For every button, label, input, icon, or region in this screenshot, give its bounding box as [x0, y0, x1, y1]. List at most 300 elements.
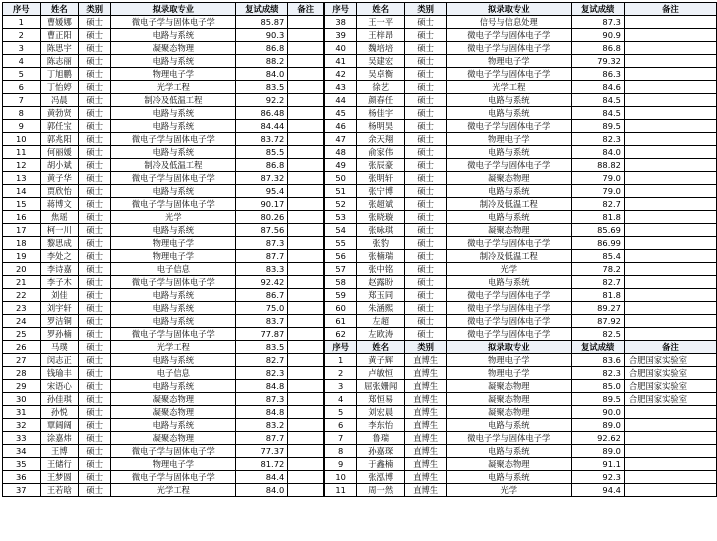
cell-score: 81.8	[571, 211, 624, 224]
cell-seq: 6	[3, 81, 41, 94]
cell-major: 电路与系统	[447, 211, 571, 224]
cell-note	[288, 445, 324, 458]
cell-category: 硕士	[79, 55, 111, 68]
table-row	[325, 133, 717, 146]
cell-note	[624, 263, 716, 276]
cell-name: 刘宇轩	[40, 302, 78, 315]
cell-seq: 4	[325, 393, 357, 406]
table-row	[325, 172, 717, 185]
cell-major: 电路与系统	[111, 380, 236, 393]
cell-category: 直博生	[405, 458, 447, 471]
cell-note	[624, 419, 716, 432]
cell-major: 电路与系统	[447, 419, 571, 432]
cell-seq: 28	[3, 367, 41, 380]
cell-score: 89.5	[571, 393, 624, 406]
table-row	[325, 29, 717, 42]
cell-note: 合肥国家实验室	[624, 380, 716, 393]
cell-note	[624, 471, 716, 484]
cell-major: 电路与系统	[111, 107, 236, 120]
cell-category: 硕士	[79, 224, 111, 237]
cell-major: 光学	[447, 263, 571, 276]
table-row	[3, 42, 324, 55]
cell-major: 光学	[111, 211, 236, 224]
cell-name: 黎思成	[40, 237, 78, 250]
cell-seq: 17	[3, 224, 41, 237]
cell-note	[288, 81, 324, 94]
cell-category: 硕士	[405, 237, 447, 250]
cell-seq: 48	[325, 146, 357, 159]
cell-score: 88.82	[571, 159, 624, 172]
cell-major: 凝聚态物理	[111, 432, 236, 445]
cell-seq: 43	[325, 81, 357, 94]
cell-name: 覃阔阔	[40, 419, 78, 432]
cell-score: 84.4	[236, 471, 288, 484]
cell-major: 制冷及低温工程	[111, 94, 236, 107]
cell-name: 张宁博	[357, 185, 405, 198]
cell-note	[288, 107, 324, 120]
cell-score: 83.5	[236, 81, 288, 94]
cell-major: 微电子学与固体电子学	[447, 120, 571, 133]
cell-category: 硕士	[405, 68, 447, 81]
cell-note: 合肥国家实验室	[624, 367, 716, 380]
cell-score: 92.42	[236, 276, 288, 289]
cell-name: 闵志正	[40, 354, 78, 367]
cell-score: 82.7	[236, 354, 288, 367]
cell-score: 85.5	[236, 146, 288, 159]
cell-name: 贾欣怡	[40, 185, 78, 198]
cell-major: 电路与系统	[111, 224, 236, 237]
cell-name: 于鑫楠	[357, 458, 405, 471]
cell-score: 84.8	[236, 380, 288, 393]
admission-sheet	[2, 2, 717, 497]
cell-note	[288, 237, 324, 250]
cell-score: 89.0	[571, 419, 624, 432]
cell-score: 75.0	[236, 302, 288, 315]
cell-score: 84.5	[571, 107, 624, 120]
cell-note	[624, 276, 716, 289]
cell-category: 直博生	[405, 432, 447, 445]
cell-major: 凝聚态物理	[447, 380, 571, 393]
cell-seq: 61	[325, 315, 357, 328]
cell-note	[288, 146, 324, 159]
cell-score: 87.3	[571, 16, 624, 29]
cell-score: 82.5	[571, 328, 624, 341]
cell-name: 丁怡婷	[40, 81, 78, 94]
cell-note	[624, 185, 716, 198]
table-row	[325, 237, 717, 250]
cell-score: 86.8	[236, 42, 288, 55]
cell-note	[288, 380, 324, 393]
cell-seq: 57	[325, 263, 357, 276]
cell-name: 刘宏晨	[357, 406, 405, 419]
cell-score: 88.2	[236, 55, 288, 68]
cell-category: 硕士	[79, 250, 111, 263]
cell-category: 硕士	[79, 302, 111, 315]
cell-seq: 50	[325, 172, 357, 185]
header-note: 备注	[624, 3, 716, 16]
cell-score: 79.0	[571, 185, 624, 198]
cell-major: 物理电子学	[111, 68, 236, 81]
cell-note	[624, 120, 716, 133]
cell-note	[288, 367, 324, 380]
cell-score: 85.87	[236, 16, 288, 29]
cell-note	[624, 198, 716, 211]
cell-major: 电路与系统	[447, 445, 571, 458]
cell-seq: 54	[325, 224, 357, 237]
cell-seq: 47	[325, 133, 357, 146]
cell-category: 硕士	[405, 172, 447, 185]
cell-seq: 58	[325, 276, 357, 289]
cell-major: 光学工程	[111, 81, 236, 94]
cell-note	[624, 133, 716, 146]
cell-note	[624, 94, 716, 107]
table-row	[3, 224, 324, 237]
cell-seq: 15	[3, 198, 41, 211]
cell-score: 87.3	[236, 237, 288, 250]
table-row	[3, 263, 324, 276]
cell-major: 微电子学与固体电子学	[111, 16, 236, 29]
cell-category: 硕士	[79, 159, 111, 172]
cell-category: 硕士	[79, 328, 111, 341]
cell-score: 80.26	[236, 211, 288, 224]
cell-category: 硕士	[405, 315, 447, 328]
cell-name: 余天翔	[357, 133, 405, 146]
cell-note	[288, 224, 324, 237]
table-row	[3, 445, 324, 458]
cell-category: 硕士	[405, 29, 447, 42]
table-row	[3, 16, 324, 29]
cell-score: 89.0	[571, 445, 624, 458]
cell-note	[288, 406, 324, 419]
cell-note	[288, 159, 324, 172]
cell-name: 俞家伟	[357, 146, 405, 159]
cell-seq: 34	[3, 445, 41, 458]
cell-note	[624, 250, 716, 263]
cell-name: 黄子辉	[357, 354, 405, 367]
cell-score: 92.62	[571, 432, 624, 445]
cell-note	[288, 419, 324, 432]
cell-category: 硕士	[405, 276, 447, 289]
cell-name: 屈张姗闻	[357, 380, 405, 393]
cell-category: 直博生	[405, 367, 447, 380]
cell-seq: 22	[3, 289, 41, 302]
cell-name: 王一平	[357, 16, 405, 29]
cell-note	[624, 146, 716, 159]
cell-seq: 32	[3, 419, 41, 432]
table-row	[3, 172, 324, 185]
table-row	[3, 484, 324, 497]
table-row	[325, 445, 717, 458]
cell-category: 直博生	[405, 484, 447, 497]
cell-name: 杨明昊	[357, 120, 405, 133]
table-row	[325, 354, 717, 367]
cell-seq: 9	[3, 120, 41, 133]
right-subheader	[325, 341, 717, 354]
cell-seq: 2	[3, 29, 41, 42]
cell-note	[624, 289, 716, 302]
cell-name: 孙佳琪	[40, 393, 78, 406]
cell-seq: 3	[325, 380, 357, 393]
header-note: 备注	[288, 3, 324, 16]
cell-category: 硕士	[405, 55, 447, 68]
cell-category: 硕士	[79, 315, 111, 328]
cell-category: 硕士	[79, 237, 111, 250]
cell-seq: 56	[325, 250, 357, 263]
cell-category: 硕士	[79, 107, 111, 120]
cell-major: 凝聚态物理	[111, 393, 236, 406]
cell-major: 凝聚态物理	[447, 224, 571, 237]
cell-major: 电路与系统	[447, 107, 571, 120]
cell-major: 物理电子学	[111, 250, 236, 263]
cell-seq: 19	[3, 250, 41, 263]
cell-seq: 55	[325, 237, 357, 250]
cell-major: 电路与系统	[111, 120, 236, 133]
table-row	[3, 120, 324, 133]
table-row	[325, 42, 717, 55]
cell-category: 硕士	[79, 81, 111, 94]
cell-score: 83.72	[236, 133, 288, 146]
cell-score: 81.8	[571, 289, 624, 302]
cell-score: 83.2	[236, 419, 288, 432]
cell-name: 李诗嘉	[40, 263, 78, 276]
cell-category: 硕士	[79, 185, 111, 198]
cell-score: 90.3	[236, 29, 288, 42]
cell-seq: 25	[3, 328, 41, 341]
cell-note	[624, 211, 716, 224]
cell-score: 86.8	[571, 42, 624, 55]
cell-seq: 39	[325, 29, 357, 42]
cell-note	[288, 302, 324, 315]
cell-score: 89.5	[571, 120, 624, 133]
cell-category: 硕士	[405, 224, 447, 237]
cell-major: 凝聚态物理	[111, 42, 236, 55]
header-seq: 序号	[3, 3, 41, 16]
cell-note	[288, 393, 324, 406]
cell-note	[288, 94, 324, 107]
table-row	[325, 250, 717, 263]
cell-seq: 45	[325, 107, 357, 120]
cell-note	[624, 224, 716, 237]
cell-major: 微电子学与固体电子学	[447, 42, 571, 55]
cell-note	[624, 328, 716, 341]
cell-category: 硕士	[79, 406, 111, 419]
cell-category: 硕士	[405, 107, 447, 120]
cell-score: 85.0	[571, 380, 624, 393]
table-row	[3, 367, 324, 380]
cell-category: 硕士	[405, 146, 447, 159]
table-row	[325, 146, 717, 159]
cell-major: 光学工程	[111, 341, 236, 354]
cell-note	[288, 315, 324, 328]
cell-category: 硕士	[405, 211, 447, 224]
cell-score: 82.3	[571, 133, 624, 146]
cell-major: 光学工程	[111, 484, 236, 497]
cell-name: 陈志丽	[40, 55, 78, 68]
cell-note	[288, 172, 324, 185]
cell-note	[624, 29, 716, 42]
cell-score: 87.7	[236, 432, 288, 445]
header-major: 拟录取专业	[111, 3, 236, 16]
cell-major: 凝聚态物理	[447, 458, 571, 471]
cell-seq: 10	[3, 133, 41, 146]
header-name: 姓名	[357, 341, 405, 354]
cell-name: 王储行	[40, 458, 78, 471]
table-row	[3, 354, 324, 367]
header-seq: 序号	[325, 3, 357, 16]
cell-major: 电路与系统	[447, 276, 571, 289]
table-row	[325, 16, 717, 29]
cell-category: 硕士	[405, 81, 447, 94]
cell-name: 曹媛娜	[40, 16, 78, 29]
cell-note	[624, 406, 716, 419]
cell-category: 硕士	[79, 432, 111, 445]
cell-major: 电路与系统	[111, 354, 236, 367]
cell-note: 合肥国家实验室	[624, 393, 716, 406]
cell-seq: 35	[3, 458, 41, 471]
cell-major: 凝聚态物理	[447, 406, 571, 419]
cell-seq: 29	[3, 380, 41, 393]
cell-name: 马璞	[40, 341, 78, 354]
cell-major: 微电子学与固体电子学	[447, 315, 571, 328]
cell-score: 78.2	[571, 263, 624, 276]
cell-score: 89.27	[571, 302, 624, 315]
cell-note	[624, 68, 716, 81]
table-row	[325, 159, 717, 172]
cell-major: 物理电子学	[111, 237, 236, 250]
table-row	[3, 159, 324, 172]
cell-score: 83.7	[236, 315, 288, 328]
cell-note	[624, 55, 716, 68]
cell-category: 硕士	[79, 367, 111, 380]
cell-name: 丁旭鹏	[40, 68, 78, 81]
cell-note	[288, 289, 324, 302]
cell-score: 95.4	[236, 185, 288, 198]
cell-score: 82.7	[571, 276, 624, 289]
table-row	[3, 380, 324, 393]
cell-note: 合肥国家实验室	[624, 354, 716, 367]
cell-score: 87.3	[236, 393, 288, 406]
cell-category: 硕士	[79, 471, 111, 484]
cell-name: 焦瑶	[40, 211, 78, 224]
table-row	[3, 211, 324, 224]
cell-name: 左欧涛	[357, 328, 405, 341]
cell-name: 陈思宇	[40, 42, 78, 55]
cell-category: 硕士	[79, 458, 111, 471]
cell-major: 物理电子学	[447, 354, 571, 367]
cell-score: 90.17	[236, 198, 288, 211]
cell-seq: 52	[325, 198, 357, 211]
right-body-phd	[325, 354, 717, 497]
cell-major: 电路与系统	[111, 302, 236, 315]
cell-score: 87.92	[571, 315, 624, 328]
table-row	[325, 211, 717, 224]
table-row	[325, 107, 717, 120]
table-row	[325, 289, 717, 302]
table-row	[3, 81, 324, 94]
cell-major: 电路与系统	[111, 55, 236, 68]
cell-major: 制冷及低温工程	[447, 250, 571, 263]
cell-category: 硕士	[405, 120, 447, 133]
cell-seq: 7	[325, 432, 357, 445]
cell-major: 信号与信息处理	[447, 16, 571, 29]
cell-major: 光学	[447, 484, 571, 497]
cell-major: 物理电子学	[447, 55, 571, 68]
cell-score: 81.72	[236, 458, 288, 471]
cell-note	[288, 42, 324, 55]
table-row	[3, 94, 324, 107]
cell-category: 硕士	[405, 328, 447, 341]
cell-name: 李处之	[40, 250, 78, 263]
cell-category: 硕士	[405, 289, 447, 302]
cell-name: 黄子华	[40, 172, 78, 185]
cell-category: 硕士	[79, 94, 111, 107]
table-row	[325, 315, 717, 328]
table-row	[3, 458, 324, 471]
cell-name: 郑玉同	[357, 289, 405, 302]
cell-name: 赵露盼	[357, 276, 405, 289]
cell-name: 吴卓衡	[357, 68, 405, 81]
table-row	[325, 302, 717, 315]
cell-score: 86.99	[571, 237, 624, 250]
cell-note	[288, 250, 324, 263]
cell-category: 直博生	[405, 380, 447, 393]
cell-score: 79.0	[571, 172, 624, 185]
cell-note	[288, 341, 324, 354]
cell-major: 微电子学与固体电子学	[447, 237, 571, 250]
cell-seq: 27	[3, 354, 41, 367]
table-row	[3, 276, 324, 289]
table-row	[3, 146, 324, 159]
cell-category: 硕士	[405, 94, 447, 107]
cell-score: 82.7	[571, 198, 624, 211]
cell-category: 硕士	[79, 484, 111, 497]
cell-category: 硕士	[405, 198, 447, 211]
cell-major: 微电子学与固体电子学	[111, 276, 236, 289]
cell-score: 94.4	[571, 484, 624, 497]
cell-name: 朱涵熙	[357, 302, 405, 315]
table-row	[3, 328, 324, 341]
cell-major: 电子信息	[111, 367, 236, 380]
cell-score: 90.9	[571, 29, 624, 42]
table-row	[325, 419, 717, 432]
cell-name: 李子木	[40, 276, 78, 289]
cell-seq: 42	[325, 68, 357, 81]
table-row	[325, 406, 717, 419]
cell-major: 微电子学与固体电子学	[111, 172, 236, 185]
table-row	[3, 393, 324, 406]
cell-note	[624, 484, 716, 497]
cell-seq: 2	[325, 367, 357, 380]
left-table	[2, 2, 324, 497]
header-note: 备注	[624, 341, 716, 354]
table-row	[3, 250, 324, 263]
cell-category: 直博生	[405, 393, 447, 406]
cell-seq: 60	[325, 302, 357, 315]
cell-name: 王若晗	[40, 484, 78, 497]
cell-score: 82.3	[571, 367, 624, 380]
header-category: 类别	[405, 3, 447, 16]
table-row	[3, 289, 324, 302]
table-row	[325, 81, 717, 94]
cell-category: 直博生	[405, 354, 447, 367]
table-row	[3, 107, 324, 120]
cell-score: 83.5	[236, 341, 288, 354]
cell-seq: 1	[325, 354, 357, 367]
table-row	[3, 68, 324, 81]
cell-category: 直博生	[405, 471, 447, 484]
table-row	[325, 458, 717, 471]
cell-score: 77.87	[236, 328, 288, 341]
